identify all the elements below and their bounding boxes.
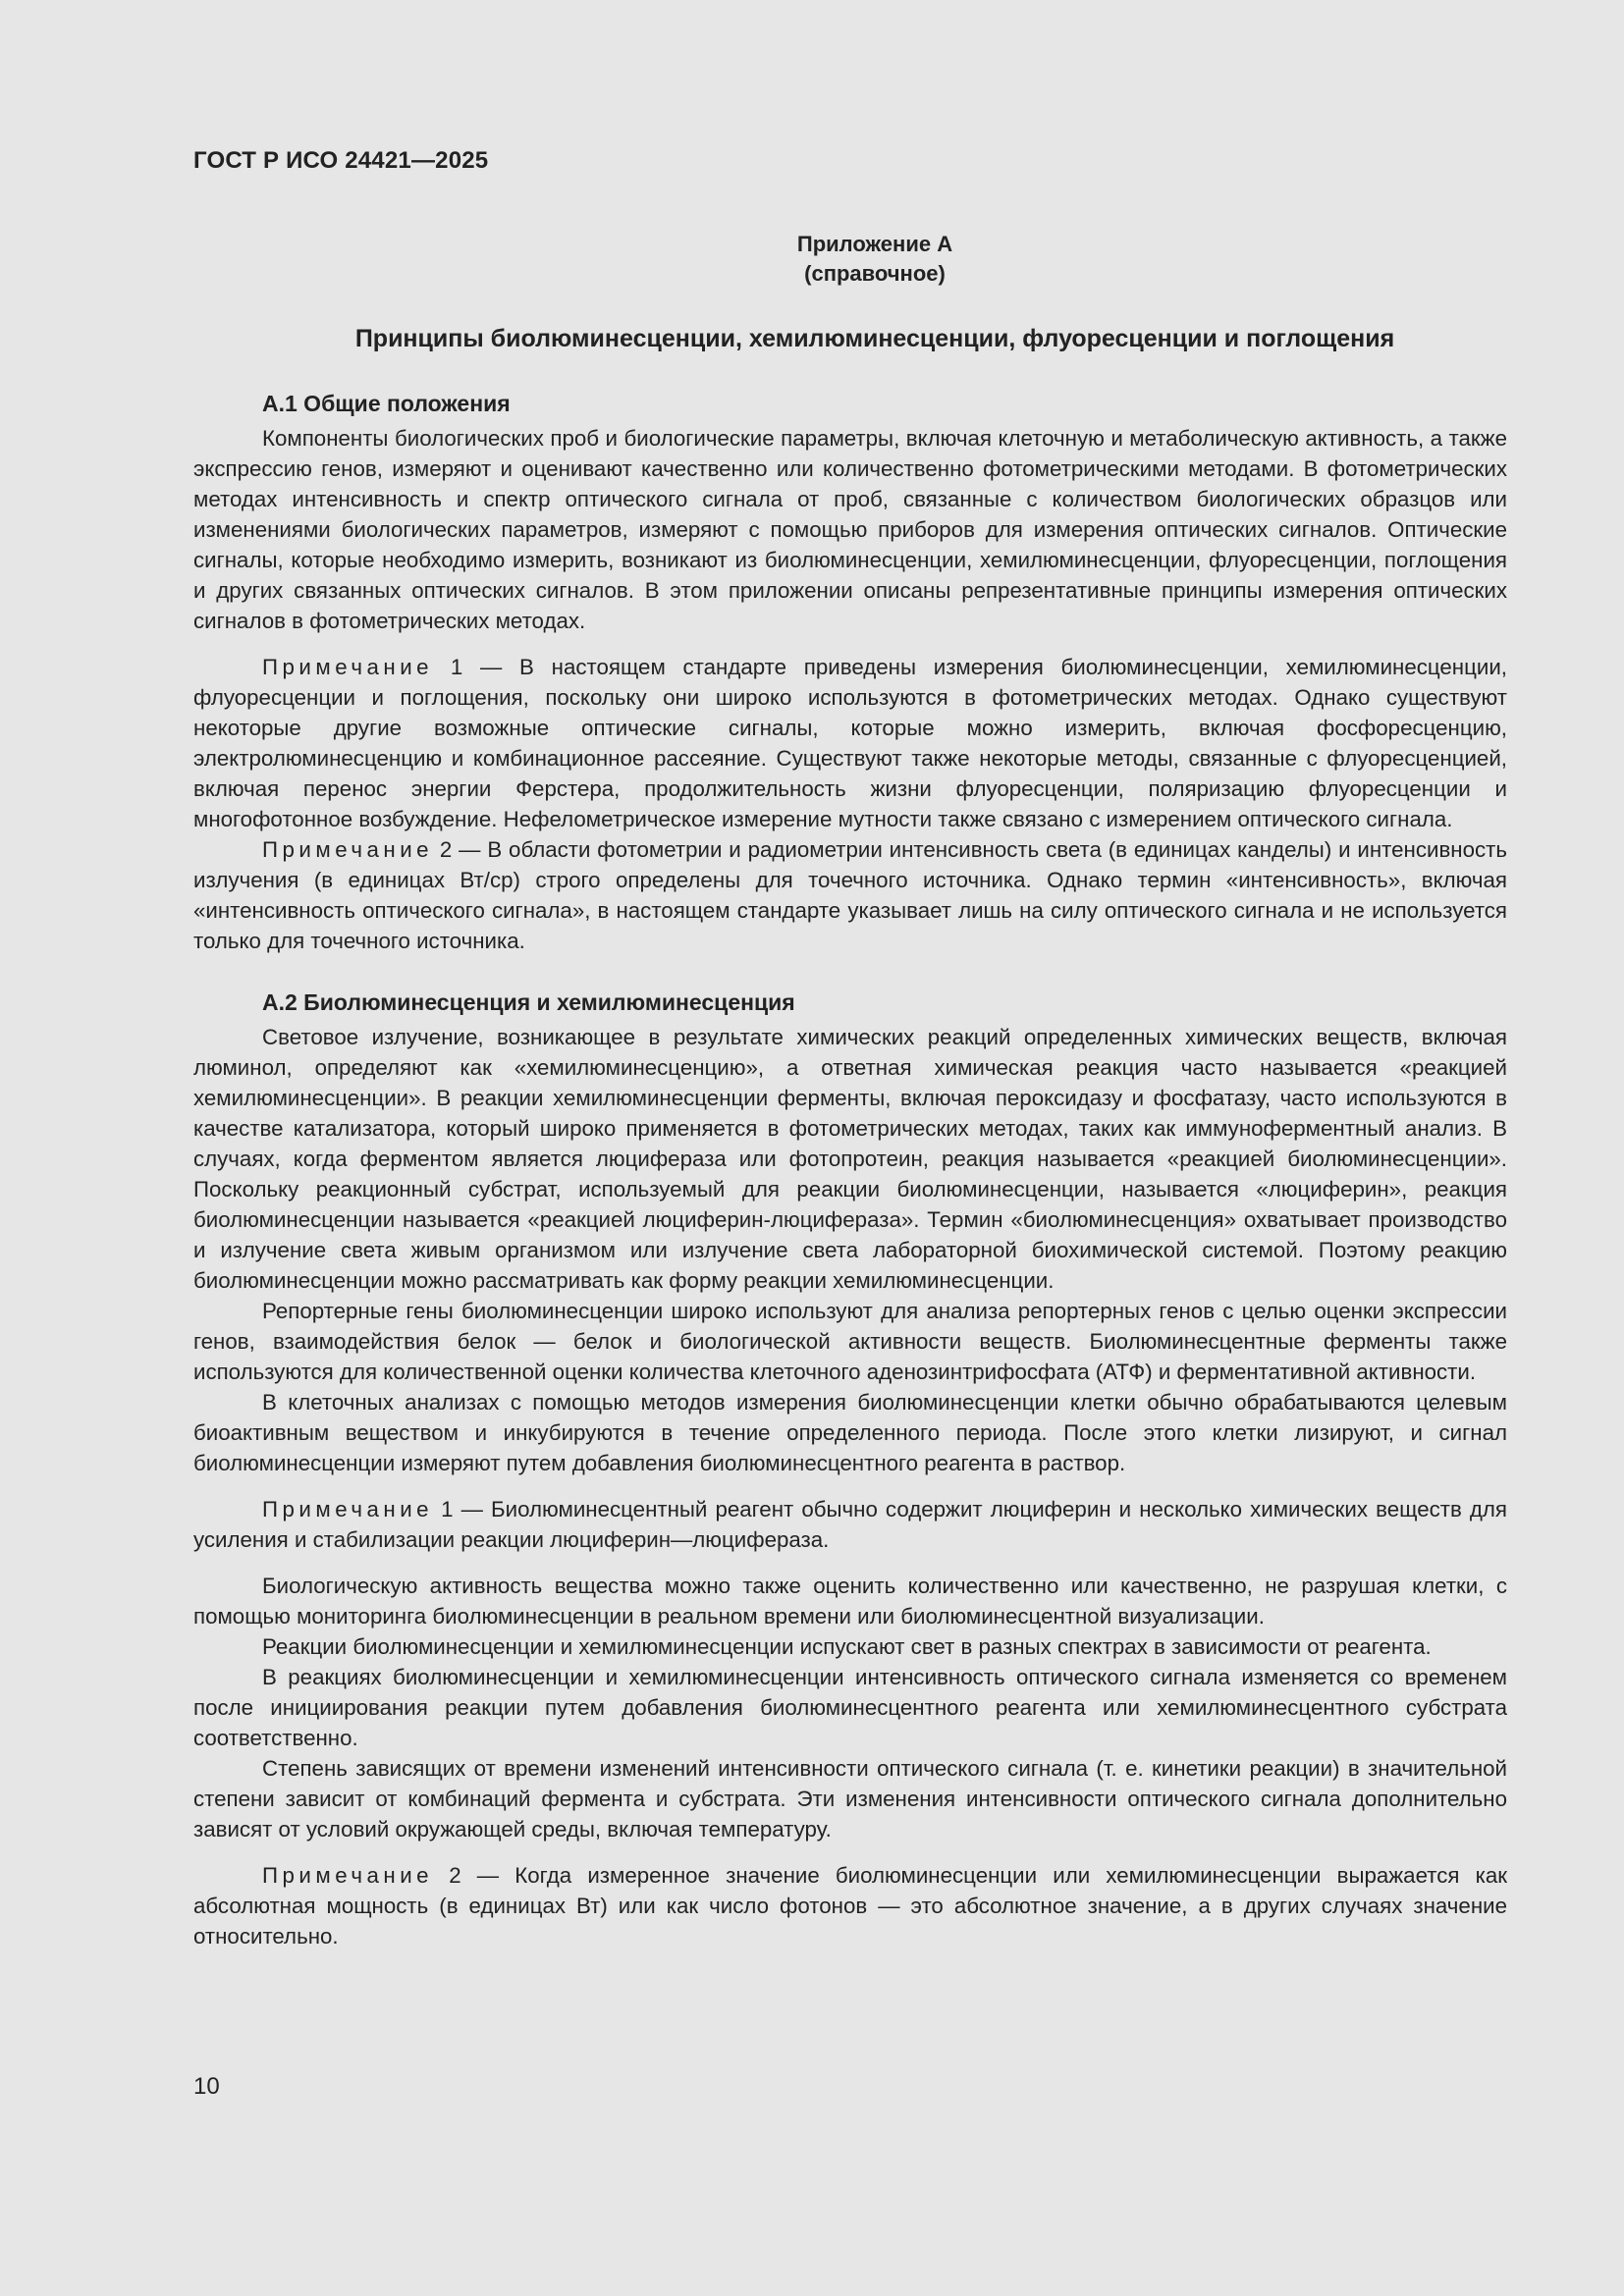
note-label: Примечание	[262, 1863, 434, 1888]
document-header-code: ГОСТ Р ИСО 24421—2025	[193, 147, 489, 174]
section-a1-title: А.1 Общие положения	[262, 391, 511, 416]
section-a2-paragraph: Биологическую активность вещества можно также оценить количественно или качественно, не разрушая клетки, с помощью мониторинга биолюминесценции в реальном времени или биолюминесцентной визуализации.	[193, 1574, 1507, 1629]
appendix-label: Приложение А	[796, 232, 953, 256]
section-a2-note-2	[193, 1860, 1507, 1951]
section-a1-note-2	[193, 834, 1507, 956]
section-a2-paragraph: Степень зависящих от времени изменений интенсивности оптического сигнала (т. е. кинетики реакции) в значительной степени зависит от комбинаций фермента и субстрата. Эти изменения интенсивности оптического сигнала дополнительно зависят от условий окружающей среды, включая температуру.	[193, 1756, 1507, 1842]
section-a2-paragraph: Реакции биолюминесценции и хемилюминесценции испускают свет в разных спектрах в зависимости от реагента.	[262, 1634, 1432, 1659]
note-text: 1 — В настоящем стандарте приведены измерения биолюминесценции, хемилюминесценции, флуоресценции и поглощения, поскольку они широко используются в фотометрических методах. Однако существуют некоторые другие возможные оптические сигналы, которые можно измерить, включая фосфоресценцию, электролюминесценцию и комбинационное рассеяние. Существуют также некоторые методы, связанные с флуоресценцией, включая перенос энергии Ферстера, продолжительность жизни флуоресценции, поляризацию флуоресценции и многофотонное возбуждение. Нефелометрическое измерение мутности также связано с измерением оптического сигнала.	[193, 655, 1507, 831]
note-label: Примечание	[262, 655, 434, 679]
section-a1-note-1	[193, 652, 1507, 834]
section-a2-note-1	[193, 1494, 1507, 1555]
note-label: Примечание	[262, 1497, 434, 1522]
note-text: 2 — В области фотометрии и радиометрии интенсивность света (в единицах канделы) и интенсивность излучения (в единицах Вт/ср) строго определены для точечного источника. Однако термин «интенсивность», включая «интенсивность оптического сигнала», в настоящем стандарте указывает лишь на силу оптического сигнала и не используется только для точечного источника.	[193, 837, 1507, 953]
document-page	[193, 147, 1507, 1951]
appendix-title: Принципы биолюминесценции, хемилюминесценции, флуоресценции и поглощения	[354, 325, 1395, 352]
note-text: 1 — Биолюминесцентный реагент обычно содержит люциферин и несколько химических веществ для усиления и стабилизации реакции люциферин—люцифераза.	[193, 1497, 1507, 1552]
note-text: 2 — Когда измеренное значение биолюминесценции или хемилюминесценции выражается как абсолютная мощность (в единицах Вт) или как число фотонов — это абсолютное значение, а в других случаях значение относительно.	[193, 1863, 1507, 1949]
page-number: 10	[193, 2073, 220, 2100]
appendix-kind: (справочное)	[804, 261, 946, 286]
section-a2-title: А.2 Биолюминесценция и хемилюминесценция	[262, 989, 795, 1015]
section-a2-paragraph: Световое излучение, возникающее в результате химических реакций определенных химических веществ, включая люминол, определяют как «хемилюминесценцию», а ответная химическая реакция часто называется «реакцией хемилюминесценции». В реакции хемилюминесценции ферменты, включая пероксидазу и фосфатазу, часто используются в качестве катализатора, который широко применяется в фотометрических методах, таких как иммуноферментный анализ. В случаях, когда ферментом является люцифераза или фотопротеин, реакция называется «реакцией биолюминесценции». Поскольку реакционный субстрат, используемый для реакции биолюминесценции, называется «люциферин», реакция биолюминесценции называется «реакцией люциферин-люцифераза». Термин «биолюминесценция» охватывает производство и излучение света живым организмом или излучение света лабораторной биохимической системой. Поэтому реакцию биолюминесценции можно рассматривать как форму реакции хемилюминесценции.	[193, 1025, 1507, 1293]
appendix-heading	[193, 230, 1507, 289]
section-a2-paragraph: Репортерные гены биолюминесценции широко используют для анализа репортерных генов с целью оценки экспрессии генов, взаимодействия белок — белок и биологической активности веществ. Биолюминесцентные ферменты также используются для количественной оценки количества клеточного аденозинтрифосфата (АТФ) и ферментативной активности.	[193, 1299, 1507, 1384]
section-a2-paragraph: В клеточных анализах с помощью методов измерения биолюминесценции клетки обычно обрабатываются целевым биоактивным веществом и инкубируются в течение определенного периода. После этого клетки лизируют, и сигнал биолюминесценции измеряют путем добавления биолюминесцентного реагента в раствор.	[193, 1390, 1507, 1475]
note-label: Примечание	[262, 837, 434, 862]
section-a2-paragraph: В реакциях биолюминесценции и хемилюминесценции интенсивность оптического сигнала изменяется со временем после инициирования реакции путем добавления биолюминесцентного реагента или хемилюминесцентного субстрата соответственно.	[193, 1665, 1507, 1750]
section-a1-paragraph: Компоненты биологических проб и биологические параметры, включая клеточную и метаболическую активность, а также экспрессию генов, измеряют и оценивают качественно или количественно фотометрическими методами. В фотометрических методах интенсивность и спектр оптического сигнала от проб, связанные с количеством биологических образцов или изменениями биологических параметров, измеряют с помощью приборов для измерения оптических сигналов. Оптические сигналы, которые необходимо измерить, возникают из биолюминесценции, хемилюминесценции, флуоресценции, поглощения и других связанных оптических сигналов. В этом приложении описаны репрезентативные принципы измерения оптических сигналов в фотометрических методах.	[193, 426, 1507, 633]
